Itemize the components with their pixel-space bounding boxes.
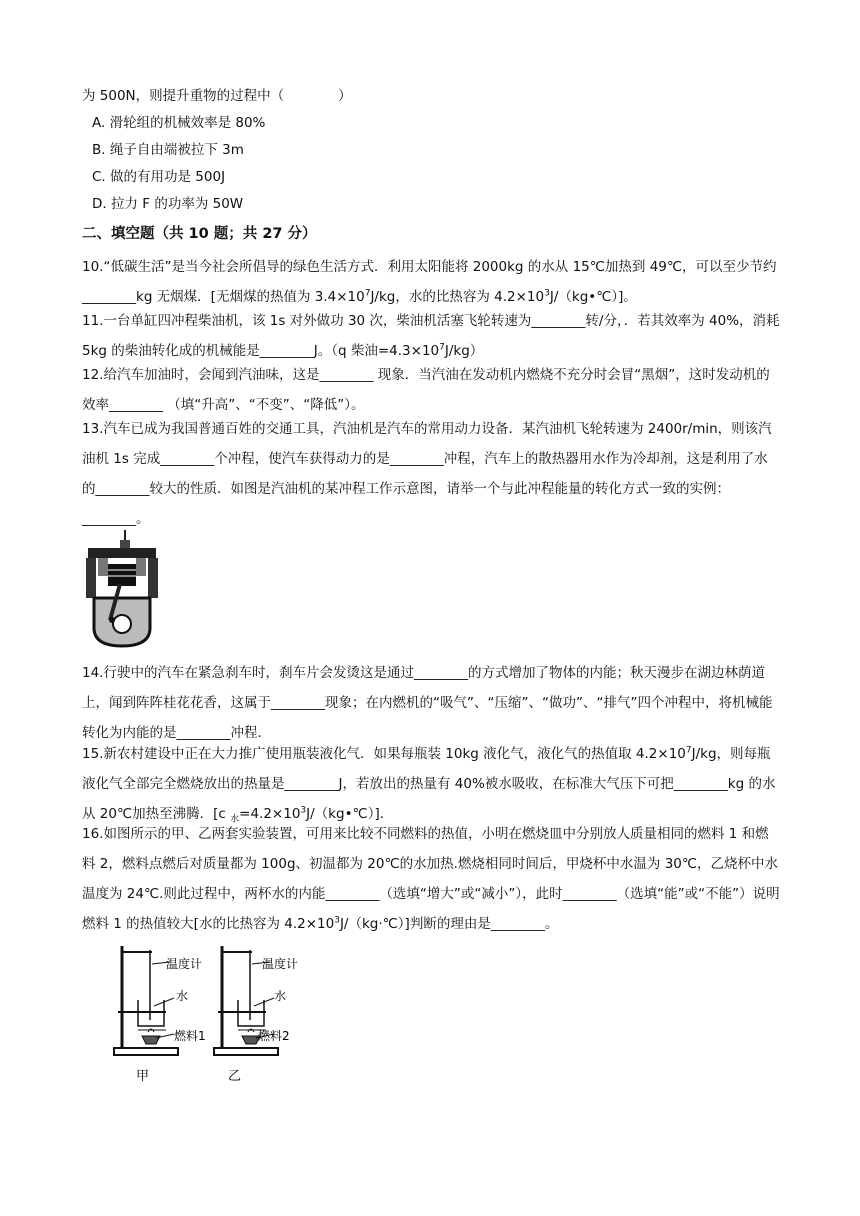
label-water-yi: 水 [274, 989, 287, 1003]
option-a: A. 滑轮组的机械效率是 80% [92, 115, 266, 131]
question-16-text-b: J/（kg·℃）]判断的理由是________。 [339, 916, 559, 932]
question-10-exponent-1: 7 [364, 288, 371, 299]
question-15-exponent-2: 3 [300, 805, 307, 816]
question-10-text-a: 10.“低碳生活”是当今社会所倡导的绿色生活方式．利用太阳能将 2000kg 的水从 15℃加热到 49℃，可以至少节约________kg 无烟煤．[无烟煤的热值为 3.4×10 [82, 259, 777, 305]
question-9-tail-text: 为 500N，则提升重物的过程中（ ） [82, 88, 352, 104]
question-10-text-c: J/（kg•℃）]。 [549, 289, 637, 305]
question-15-subscript: 水 [230, 814, 240, 825]
question-13: 13.汽车已成为我国普通百姓的交通工具，汽油机是汽车的常用动力设备．某汽油机飞轮转速为 2400r/min，则该汽油机 1s 完成________个冲程，使汽车获得动力的是________冲程，汽车上的散热器用水作为冷却剂，这是利用了水的________较大的性质．如图是汽油机的某冲程工作示意图，请举一个与此冲程能量的转化方式一致的实例：________。 [82, 421, 772, 527]
option-c: C. 做的有用功是 500J [92, 169, 226, 185]
question-14: 14.行驶中的汽车在紧急刹车时，刹车片会发烫这是通过________的方式增加了物体的内能；秋天漫步在湖边林荫道上，闻到阵阵桂花花香，这属于________现象；在内燃机的“吸气”、“压缩”、“做功”、“排气”四个冲程中，将机械能转化为内能的是________冲程． [82, 665, 773, 741]
section-heading: 二、填空题（共 10 题；共 27 分） [82, 226, 317, 242]
question-12: 12.给汽车加油时，会闻到汽油味，这是________ 现象．当汽油在发动机内燃烧不充分时会冒“黑烟”，这时发动机的效率________ （填“升高”、“不变”、“降低”）。 [82, 367, 770, 413]
option-b: B. 绳子自由端被拉下 3m [92, 142, 244, 158]
question-15-text-d: J/（kg•℃）]． [306, 806, 394, 822]
question-10-text-b: J/kg，水的比热容为 4.2×10 [370, 289, 545, 305]
question-11 [82, 306, 780, 366]
label-thermometer-jia: 温度计 [166, 957, 203, 971]
question-16-exponent-1: 3 [334, 915, 340, 926]
label-jia: 甲 [136, 1069, 150, 1084]
question-16-text-a: 16.如图所示的甲、乙两套实验装置，可用来比较不同燃料的热值，小明在燃烧皿中分别放人质量相同的燃料 1 和燃料 2，燃料点燃后对质量都为 100g、初温都为 20℃的水加热.燃烧相同时间后，甲烧杯中水温为 30℃，乙烧杯中水温度为 24℃.则此过程中，两杯水的内能________（选填“增大”或“减小”），此时________（选填“能”或“不能”）说明燃料 1 的热值较大[水的比热容为 4.2×10 [82, 826, 780, 932]
label-fuel-2: 燃料2 [258, 1029, 290, 1043]
question-10 [82, 252, 780, 312]
question-15-text-c: =4.2×10 [239, 806, 301, 822]
fuel-apparatus-diagram [108, 940, 308, 1090]
question-9-tail [82, 81, 780, 111]
question-15-exponent-1: 7 [685, 745, 692, 756]
label-fuel-1: 燃料1 [174, 1029, 206, 1043]
question-15-text-a: 15.新农村建设中正在大力推广使用瓶装液化气．如果每瓶装 10kg 液化气，液化气的热值取 4.2×10 [82, 746, 686, 762]
label-water-jia: 水 [176, 989, 189, 1003]
label-thermometer-yi: 温度计 [262, 957, 299, 971]
label-yi: 乙 [228, 1069, 242, 1084]
question-11-text-b: J/kg） [444, 343, 484, 359]
question-11-text-a: 11.一台单缸四冲程柴油机，该 1s 对外做功 30 次，柴油机活塞飞轮转速为________转/分，．若其效率为 40%，消耗 5kg 的柴油转化成的机械能是________J。（q 柴油=4.3×10 [82, 313, 780, 359]
question-16 [82, 819, 780, 939]
question-15-text-b: J/kg，则每瓶液化气全部完全燃烧放出的热量是________J，若放出的热量有 40%被水吸收，在标准大气压下可把________kg 的水从 20℃加热至沸腾．[c [82, 746, 776, 822]
question-10-exponent-2: 3 [544, 288, 550, 299]
engine-cylinder-diagram [84, 528, 160, 648]
question-11-exponent-1: 7 [439, 342, 445, 353]
option-d: D. 拉力 F 的功率为 50W [92, 196, 244, 212]
question-15 [82, 739, 780, 829]
